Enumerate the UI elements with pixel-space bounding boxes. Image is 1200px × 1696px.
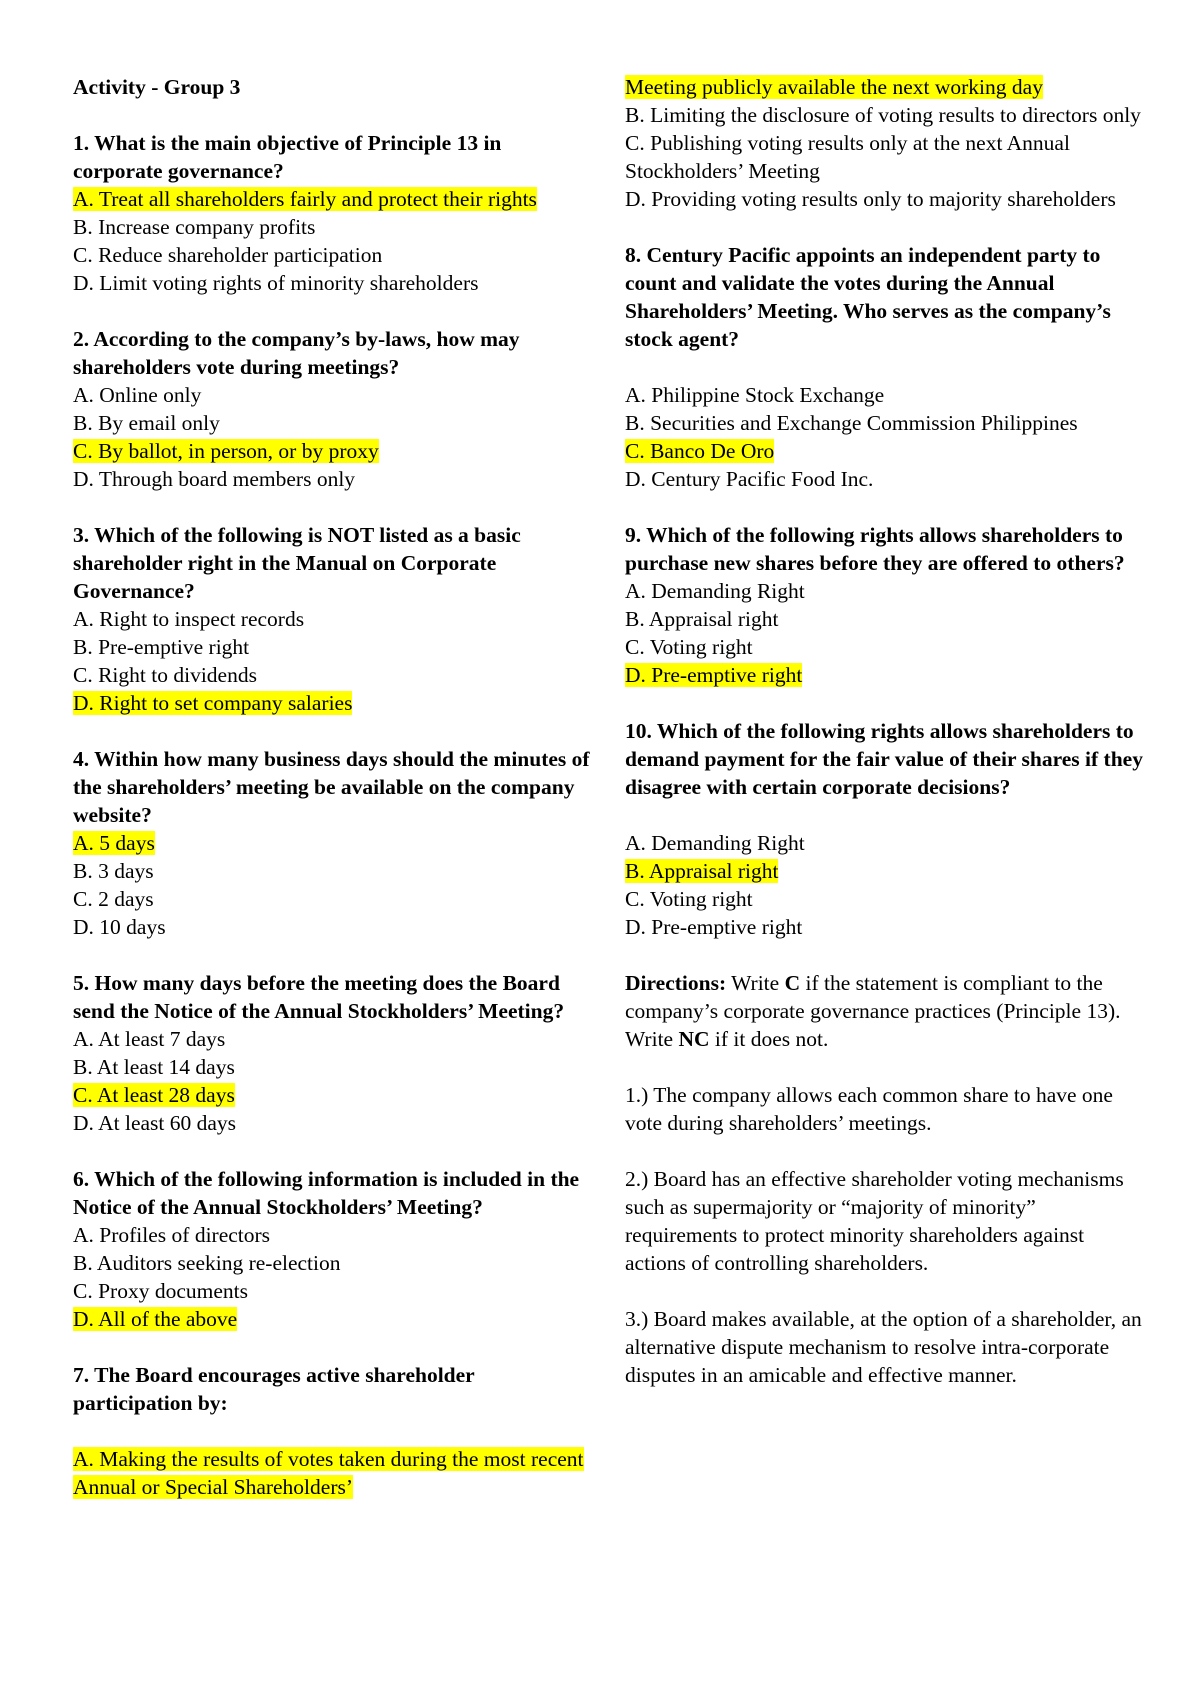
question-8-option-b: B. Securities and Exchange Commission Philippines (625, 411, 1078, 435)
directions-noncompliant-code: NC (678, 1027, 710, 1051)
spacer (625, 801, 1145, 829)
question-8-text: 8. Century Pacific appoints an independent party to count and validate the votes during the Annual Shareholders’ Meeting. Who serves as the company’s stock agent? (625, 243, 1111, 351)
question-1-option-c: C. Reduce shareholder participation (73, 243, 383, 267)
question-10 (625, 717, 1145, 941)
answer-highlight: C. Banco De Oro (625, 439, 775, 463)
question-7-option-a-part1 (73, 1445, 593, 1501)
question-6-text: 6. Which of the following information is included in the Notice of the Annual Stockholders’ Meeting? (73, 1167, 580, 1219)
question-10-option-c: C. Voting right (625, 887, 753, 911)
question-5-option-c (73, 1081, 593, 1109)
directions-label: Directions: (625, 971, 727, 995)
answer-highlight: D. Pre-emptive right (625, 663, 803, 687)
question-4-option-c: C. 2 days (73, 887, 154, 911)
directions-text-3: if it does not. (709, 1027, 829, 1051)
question-1-option-a (73, 185, 593, 213)
question-8 (625, 241, 1145, 493)
question-3 (73, 521, 593, 717)
question-1-option-b: B. Increase company profits (73, 215, 316, 239)
question-4-text: 4. Within how many business days should the minutes of the shareholders’ meeting be available on the company website? (73, 747, 590, 827)
document-title: Activity - Group 3 (73, 75, 241, 99)
question-2-option-b: B. By email only (73, 411, 220, 435)
question-2-text: 2. According to the company’s by-laws, how may shareholders vote during meetings? (73, 327, 520, 379)
question-5-text: 5. How many days before the meeting does the Board send the Notice of the Annual Stockholders’ Meeting? (73, 971, 565, 1023)
question-9-option-a: A. Demanding Right (625, 579, 805, 603)
question-2-option-a: A. Online only (73, 383, 202, 407)
question-8-option-d: D. Century Pacific Food Inc. (625, 467, 874, 491)
directions (625, 969, 1145, 1053)
question-10-option-a: A. Demanding Right (625, 831, 805, 855)
statement-2: 2.) Board has an effective shareholder voting mechanisms such as supermajority or “majority of minority” requirements to protect minority shareholders against actions of controlling shareholders. (625, 1167, 1124, 1275)
question-6 (73, 1165, 593, 1333)
answer-highlight: A. Making the results of votes taken during the most recent Annual or Special Shareholders’ (73, 1447, 584, 1499)
question-8-option-a: A. Philippine Stock Exchange (625, 383, 885, 407)
question-6-option-a: A. Profiles of directors (73, 1223, 271, 1247)
question-4-option-b: B. 3 days (73, 859, 154, 883)
question-5-option-b: B. At least 14 days (73, 1055, 235, 1079)
question-7-option-d: D. Providing voting results only to majority shareholders (625, 187, 1116, 211)
question-10-option-d: D. Pre-emptive right (625, 915, 803, 939)
question-2 (73, 325, 593, 493)
question-7-option-c: C. Publishing voting results only at the next Annual Stockholders’ Meeting (625, 131, 1070, 183)
question-9-option-c: C. Voting right (625, 635, 753, 659)
question-1 (73, 129, 593, 297)
question-6-option-b: B. Auditors seeking re-election (73, 1251, 341, 1275)
directions-text-2: if the statement is compliant to the company’s corporate governance practices (Principle 13). Write (625, 971, 1121, 1051)
question-6-option-d (73, 1305, 593, 1333)
question-3-option-d (73, 689, 593, 717)
question-7-option-b: B. Limiting the disclosure of voting results to directors only (625, 103, 1141, 127)
question-6-option-c: C. Proxy documents (73, 1279, 248, 1303)
answer-highlight: D. Right to set company salaries (73, 691, 353, 715)
question-4-option-d: D. 10 days (73, 915, 166, 939)
question-1-text: 1. What is the main objective of Principle 13 in corporate governance? (73, 131, 502, 183)
question-9-text: 9. Which of the following rights allows shareholders to purchase new shares before they are offered to others? (625, 523, 1125, 575)
question-3-option-a: A. Right to inspect records (73, 607, 305, 631)
question-1-option-d: D. Limit voting rights of minority shareholders (73, 271, 479, 295)
directions-compliant-code: C (784, 971, 801, 995)
question-2-option-d: D. Through board members only (73, 467, 356, 491)
question-9-option-b: B. Appraisal right (625, 607, 779, 631)
statement-3: 3.) Board makes available, at the option of a shareholder, an alternative dispute mechanism to resolve intra-corporate disputes in an amicable and effective manner. (625, 1307, 1142, 1387)
left-column (73, 73, 593, 1501)
answer-highlight: A. Treat all shareholders fairly and protect their rights (73, 187, 537, 211)
answer-highlight: D. All of the above (73, 1307, 238, 1331)
question-8-option-c (625, 437, 1145, 465)
question-3-option-c: C. Right to dividends (73, 663, 257, 687)
question-4 (73, 745, 593, 941)
answer-highlight: Meeting publicly available the next working day (625, 75, 1043, 99)
question-10-option-b (625, 857, 1145, 885)
answer-highlight: A. 5 days (73, 831, 155, 855)
question-7 (73, 1361, 593, 1501)
question-5 (73, 969, 593, 1137)
directions-text-1: Write (726, 971, 785, 995)
question-5-option-a: A. At least 7 days (73, 1027, 226, 1051)
question-5-option-d: D. At least 60 days (73, 1111, 237, 1135)
question-3-text: 3. Which of the following is NOT listed as a basic shareholder right in the Manual on Corporate Governance? (73, 523, 521, 603)
spacer (73, 1417, 593, 1445)
question-9-option-d (625, 661, 1145, 689)
statement-1: 1.) The company allows each common share to have one vote during shareholders’ meetings. (625, 1083, 1113, 1135)
question-3-option-b: B. Pre-emptive right (73, 635, 250, 659)
right-column (625, 73, 1145, 1417)
answer-highlight: C. At least 28 days (73, 1083, 235, 1107)
answer-highlight: C. By ballot, in person, or by proxy (73, 439, 379, 463)
spacer (625, 353, 1145, 381)
question-7-continued (625, 73, 1145, 213)
answer-highlight: B. Appraisal right (625, 859, 779, 883)
question-4-option-a (73, 829, 593, 857)
question-7-option-a-part2 (625, 73, 1145, 101)
question-7-text: 7. The Board encourages active shareholder participation by: (73, 1363, 475, 1415)
question-9 (625, 521, 1145, 689)
question-10-text: 10. Which of the following rights allows shareholders to demand payment for the fair value of their shares if they disagree with certain corporate decisions? (625, 719, 1143, 799)
question-2-option-c (73, 437, 593, 465)
